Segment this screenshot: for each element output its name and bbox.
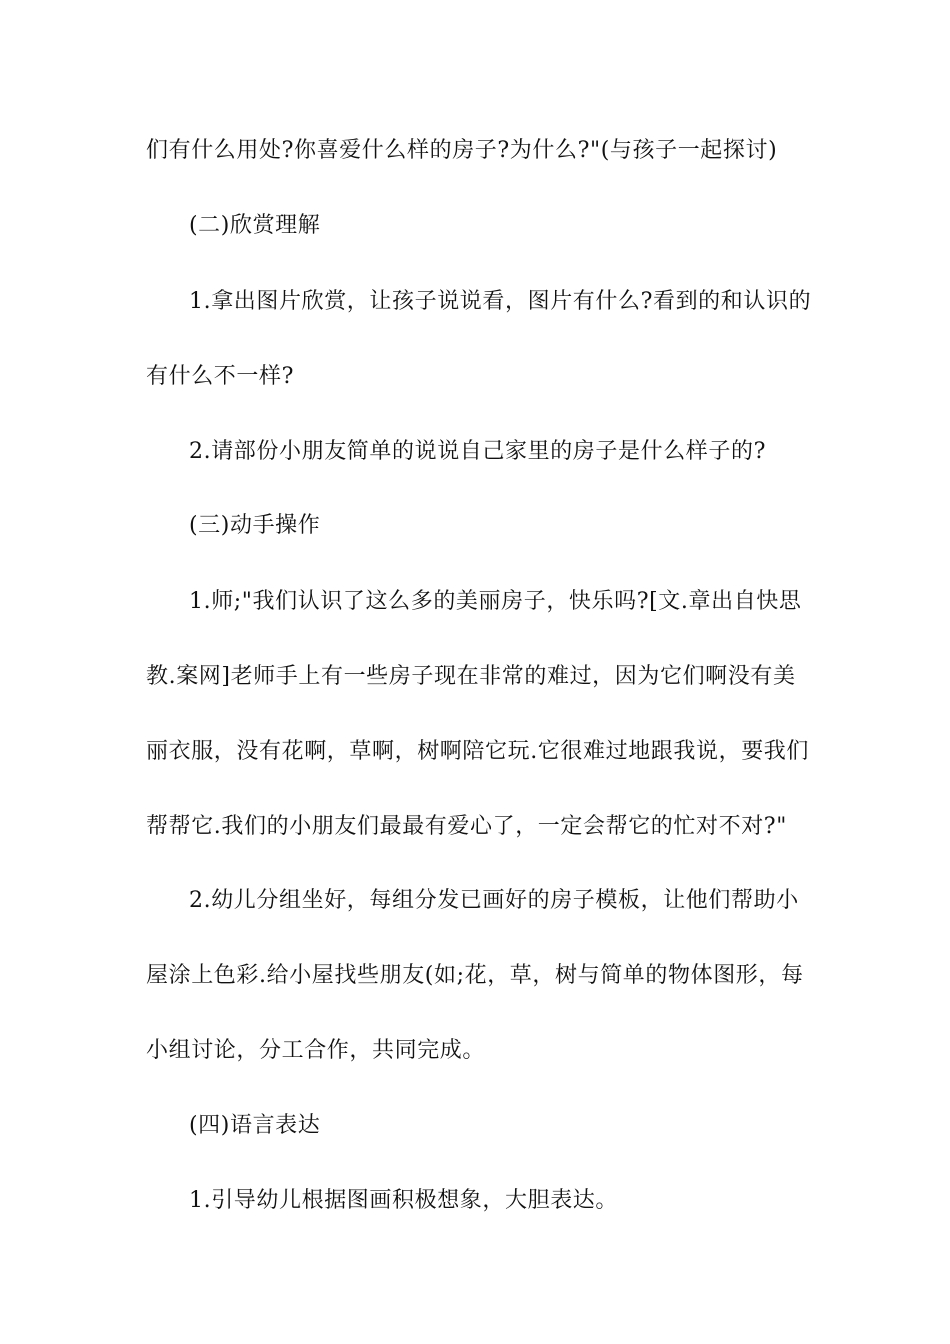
paragraph-line: 屋涂上色彩.给小屋找些朋友(如;花，草，树与简单的物体图形，每 xyxy=(146,963,804,988)
section-heading: (四)语言表达 xyxy=(189,1113,321,1138)
paragraph-line: 1.师;"我们认识了这么多的美丽房子，快乐吗?[文.章出自快思 xyxy=(189,589,802,614)
paragraph-line: 帮帮它.我们的小朋友们最最有爱心了，一定会帮它的忙对不对?" xyxy=(146,814,787,839)
paragraph-line: 2.幼儿分组坐好，每组分发已画好的房子模板，让他们帮助小 xyxy=(189,888,799,913)
paragraph-line: 教.案网]老师手上有一些房子现在非常的难过，因为它们啊没有美 xyxy=(146,664,796,689)
section-heading: (三)动手操作 xyxy=(189,513,321,538)
paragraph-line: 1.引导幼儿根据图画积极想象，大胆表达。 xyxy=(189,1188,618,1213)
paragraph-line: 小组讨论，分工合作，共同完成。 xyxy=(146,1038,486,1063)
paragraph-line: 2.请部份小朋友简单的说说自己家里的房子是什么样子的? xyxy=(189,439,766,464)
paragraph-line: 1.拿出图片欣赏，让孩子说说看，图片有什么?看到的和认识的 xyxy=(189,289,812,314)
paragraph-line: 丽衣服，没有花啊，草啊，树啊陪它玩.它很难过地跟我说，要我们 xyxy=(146,739,809,764)
paragraph-line: 们有什么用处?你喜爱什么样的房子?为什么?"(与孩子一起探讨) xyxy=(146,138,778,163)
paragraph-line: 有什么不一样? xyxy=(146,364,294,389)
section-heading: (二)欣赏理解 xyxy=(189,213,321,238)
